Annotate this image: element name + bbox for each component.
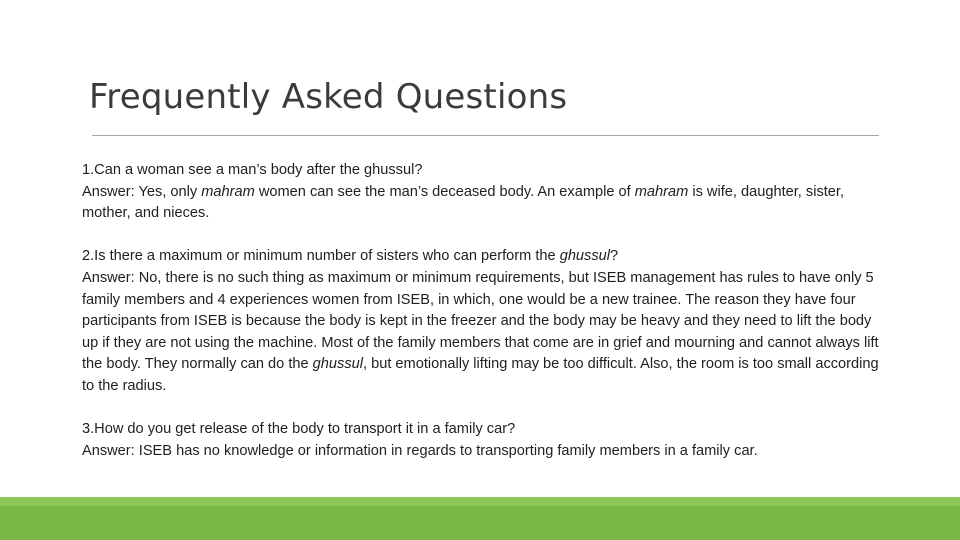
faq-question <box>82 419 882 441</box>
slide-title: Frequently Asked Questions <box>89 77 568 117</box>
title-divider <box>92 135 879 136</box>
faq-item-3 <box>82 419 882 462</box>
question-text: ? <box>610 248 619 265</box>
answer-text: is wife, daughter, sister, mother, and nieces. <box>82 183 845 222</box>
answer-emphasis: mahram <box>634 183 689 200</box>
answer-emphasis: ghussul <box>312 356 363 373</box>
faq-item-1 <box>82 160 882 225</box>
answer-text: Answer: Yes, only <box>82 183 202 200</box>
footer-accent-bar <box>0 497 960 540</box>
question-text: 3.How do you get release of the body to transport it in a family car? <box>82 421 516 438</box>
question-text: 2.Is there a maximum or minimum number of sisters who can perform the <box>82 248 560 265</box>
footer-accent-highlight <box>0 497 960 506</box>
faq-item-2 <box>82 246 882 397</box>
faq-body <box>82 160 882 484</box>
answer-text: Answer: No, there is no such thing as maximum or minimum requirements, but ISEB management has rules to have only 5 family members and 4 experiences women from ISEB, in which, one would be a new trainee. The reason they have four participants from ISEB is because the body is kept in the freezer and the body may be heavy and they need to lift the body up if they are not using the machine. Most of the family members that come are in grief and mourning and cannot always lift the body. They normally can do the <box>82 269 879 373</box>
faq-answer <box>82 268 882 398</box>
faq-answer <box>82 182 882 225</box>
faq-question <box>82 160 882 182</box>
answer-text: , but emotionally lifting may be too difficult. Also, the room is too small according to the radius. <box>82 356 879 394</box>
answer-emphasis: mahram <box>201 183 255 200</box>
faq-question <box>82 246 882 268</box>
answer-text: Answer: ISEB has no knowledge or information in regards to transporting family members in a family car. <box>82 442 758 459</box>
question-emphasis: ghussul <box>559 248 611 265</box>
faq-answer <box>82 441 882 463</box>
answer-text: women can see the man’s deceased body. An example of <box>254 183 635 200</box>
question-text: 1.Can a woman see a man’s body after the ghussul? <box>82 162 423 178</box>
